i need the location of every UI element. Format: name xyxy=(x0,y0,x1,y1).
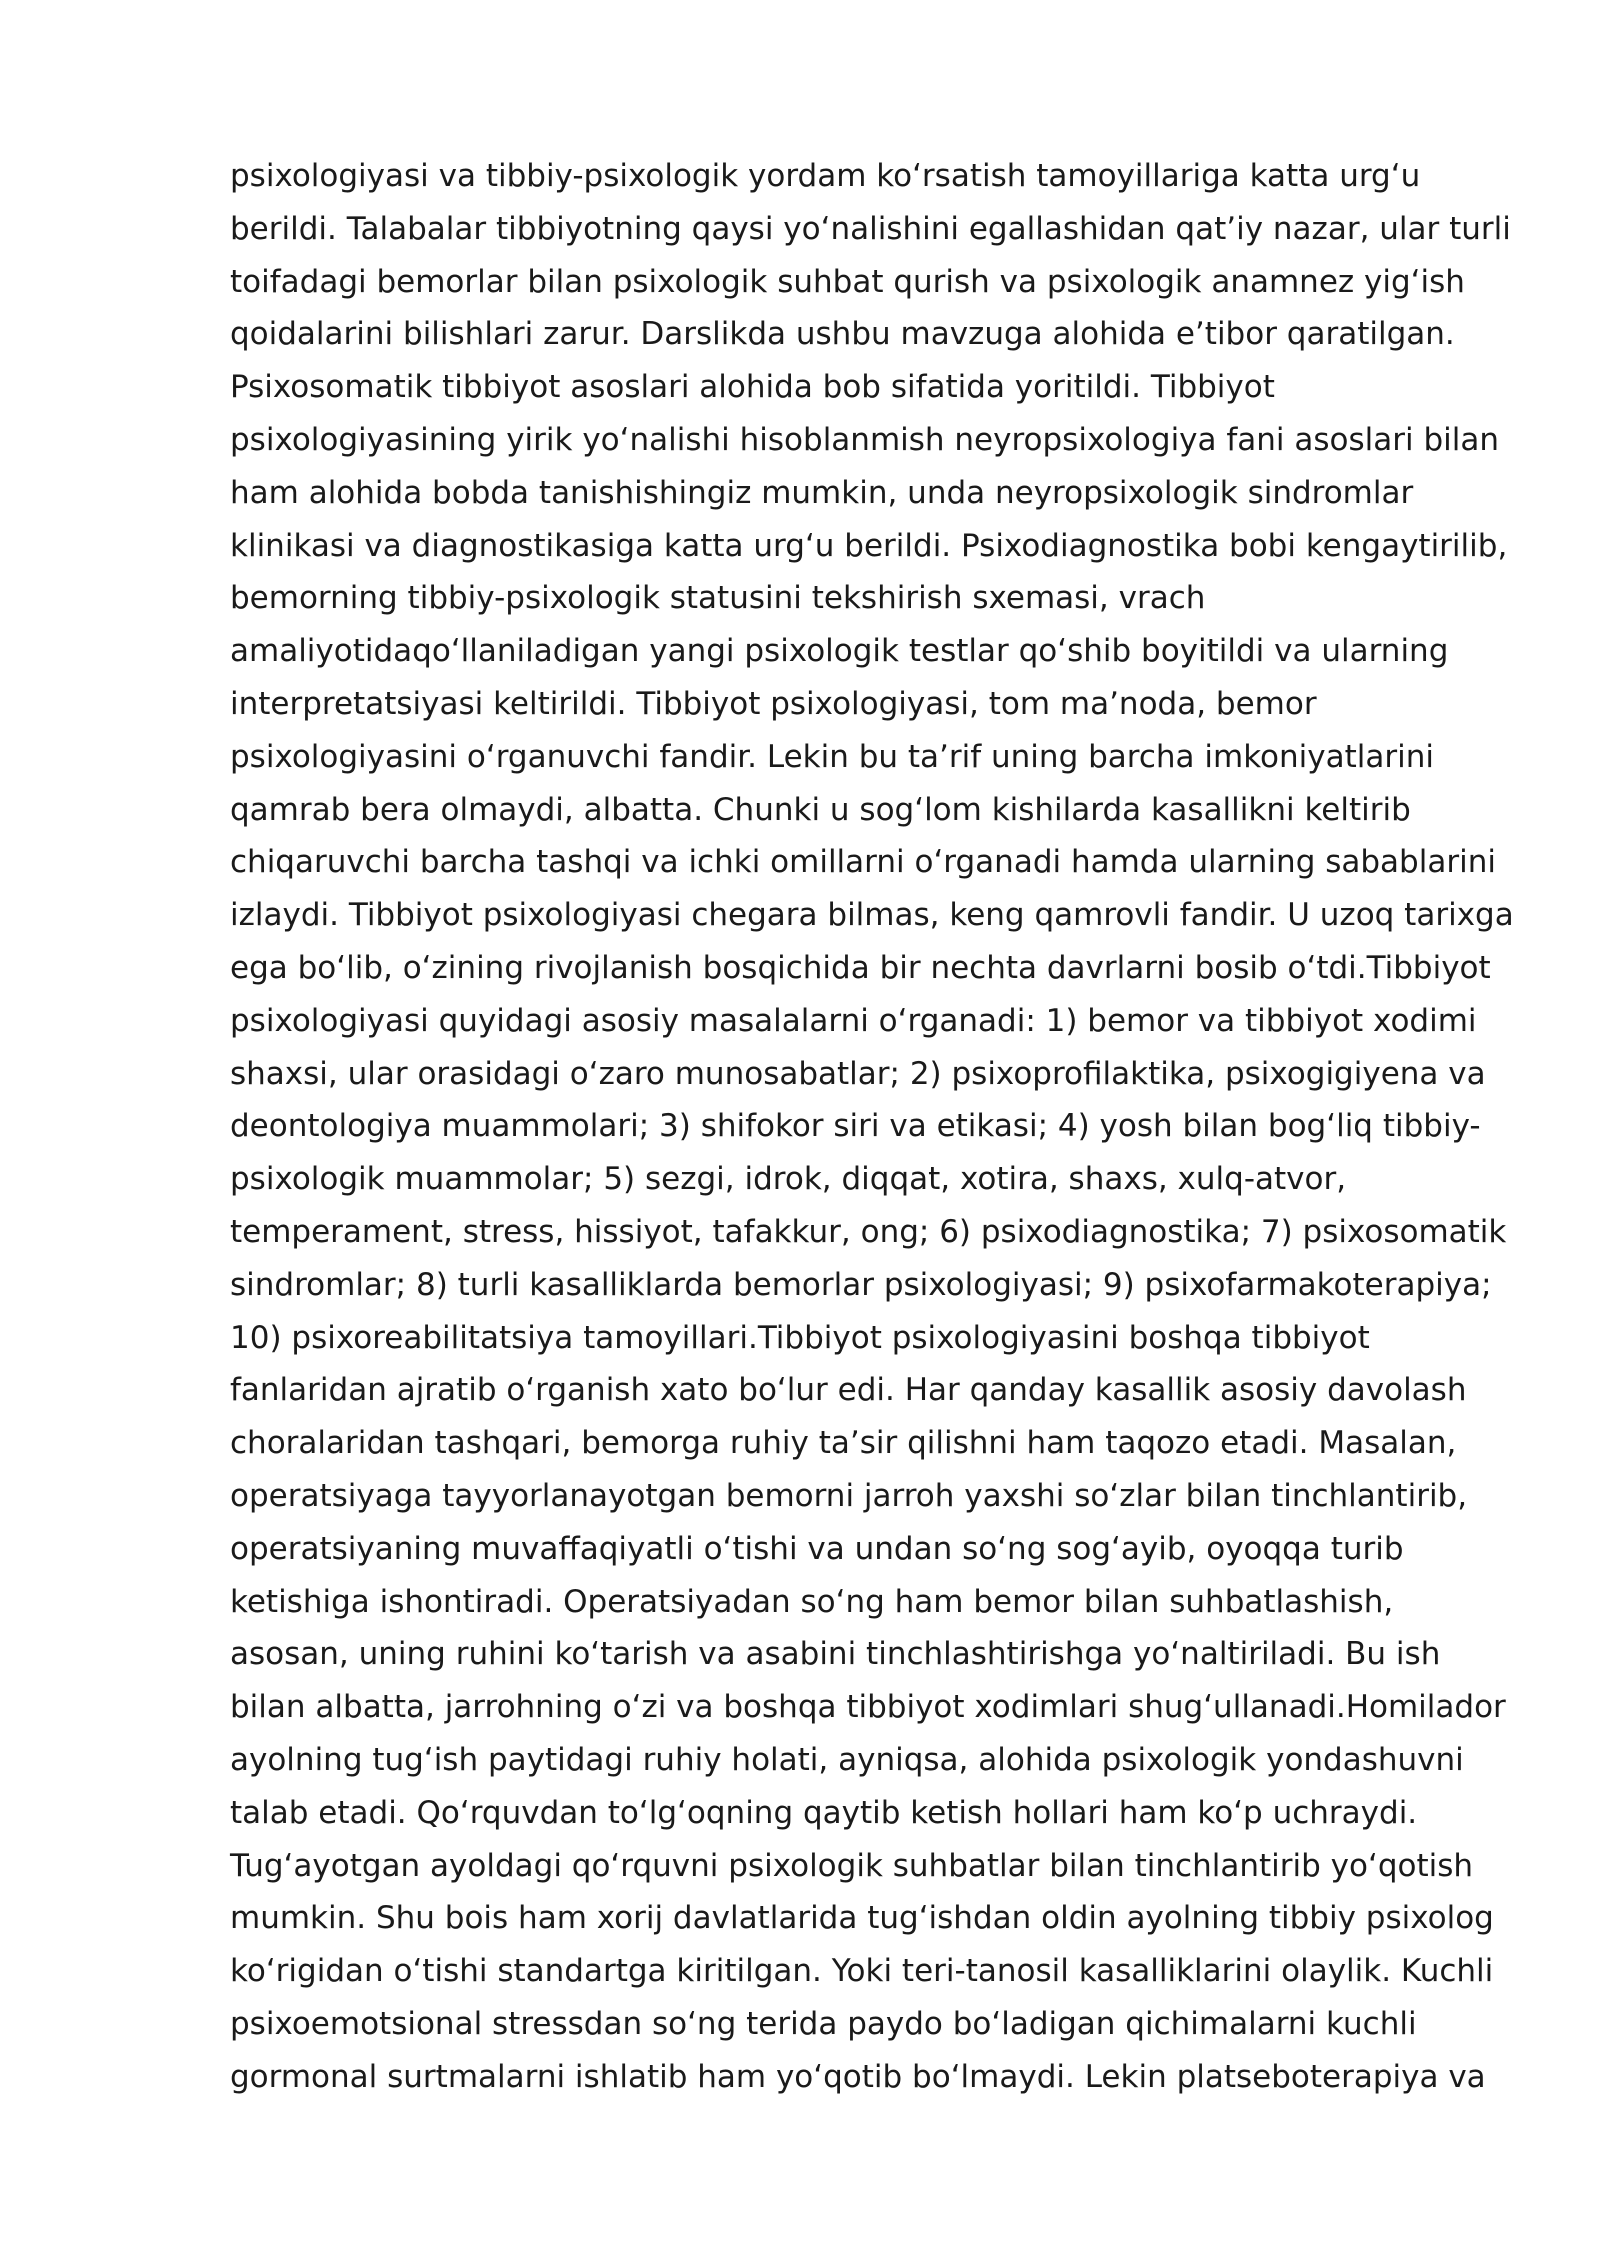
text-line: ega boʻlib, oʻzining rivojlanish bosqichida bir nechta davrlarni bosib oʻtdi.Tibbiyot xyxy=(230,949,1491,986)
text-line: choralaridan tashqari, bemorga ruhiy taʼsir qilishni ham taqozo etadi. Masalan, xyxy=(230,1425,1457,1462)
text-line: psixologik muammolar; 5) sezgi, idrok, diqqat, xotira, shaxs, xulq-atvor, xyxy=(230,1161,1347,1198)
text-line: deontologiya muammolari; 3) shifokor siri va etikasi; 4) yosh bilan bogʻliq tibbiy- xyxy=(230,1108,1481,1145)
body-text xyxy=(230,150,1530,2103)
text-line: chiqaruvchi barcha tashqi va ichki omillarni oʻrganadi hamda ularning sabablarini xyxy=(230,844,1496,881)
text-line: qamrab bera olmaydi, albatta. Chunki u sogʻlom kishilarda kasallikni keltirib xyxy=(230,791,1411,828)
text-line: Psixosomatik tibbiyot asoslari alohida bob sifatida yoritildi. Tibbiyot xyxy=(230,369,1275,406)
text-line: psixologiyasini oʻrganuvchi fandir. Lekin bu taʼrif uning barcha imkoniyatlarini xyxy=(230,738,1434,775)
text-line: psixologiyasining yirik yoʻnalishi hisoblanmish neyropsixologiya fani asoslari bilan xyxy=(230,421,1500,458)
text-line: koʻrigidan oʻtishi standartga kiritilgan. Yoki teri-tanosil kasalliklarini olaylik. Kuchli xyxy=(230,1953,1494,1990)
text-line: ayolning tugʻish paytidagi ruhiy holati, ayniqsa, alohida psixologik yondashuvni xyxy=(230,1741,1464,1778)
text-line: sindromlar; 8) turli kasalliklarda bemorlar psixologiyasi; 9) psixofarmakoterapiya; xyxy=(230,1266,1492,1303)
text-line: asosan, uning ruhini koʻtarish va asabini tinchlashtirishga yoʻnaltiriladi. Bu ish xyxy=(230,1636,1441,1673)
text-line: bilan albatta, jarrohning oʻzi va boshqa tibbiyot xodimlari shugʻullanadi.Homilador xyxy=(230,1689,1506,1726)
text-line: bemorning tibbiy-psixologik statusini tekshirish sxemasi, vrach xyxy=(230,580,1206,617)
text-line: klinikasi va diagnostikasiga katta urgʻu berildi. Psixodiagnostika bobi kengaytirilib, xyxy=(230,527,1508,564)
text-line: berildi. Talabalar tibbiyotning qaysi yoʻnalishini egallashidan qatʼiy nazar, ular turli xyxy=(230,210,1511,247)
text-line: fanlaridan ajratib oʻrganish xato boʻlur edi. Har qanday kasallik asosiy davolash xyxy=(230,1372,1467,1409)
text-line: psixologiyasi va tibbiy-psixologik yordam koʻrsatish tamoyillariga katta urgʻu xyxy=(230,158,1421,194)
text-line: psixologiyasi quyidagi asosiy masalalarni oʻrganadi: 1) bemor va tibbiyot xodimi xyxy=(230,1002,1477,1039)
text-line: toifadagi bemorlar bilan psixologik suhbat qurish va psixologik anamnez yigʻish xyxy=(230,263,1465,300)
text-line: operatsiyaning muvaffaqiyatli oʻtishi va undan soʻng sogʻayib, oyoqqa turib xyxy=(230,1530,1404,1567)
text-line: shaxsi, ular orasidagi oʻzaro munosabatlar; 2) psixoprofilaktika, psixogigiyena va xyxy=(230,1055,1486,1092)
text-line: amaliyotidaqoʻllaniladigan yangi psixologik testlar qoʻshib boyitildi va ularning xyxy=(230,633,1449,670)
text-line: 10) psixoreabilitatsiya tamoyillari.Tibbiyot psixologiyasini boshqa tibbiyot xyxy=(230,1319,1370,1356)
text-line: psixoemotsional stressdan soʻng terida paydo boʻladigan qichimalarni kuchli xyxy=(230,2005,1417,2042)
text-line: temperament, stress, hissiyot, tafakkur, ong; 6) psixodiagnostika; 7) psixosomatik xyxy=(230,1213,1507,1250)
text-line: Tugʻayotgan ayoldagi qoʻrquvni psixologik suhbatlar bilan tinchlantirib yoʻqotish xyxy=(230,1847,1474,1884)
text-line: ketishiga ishontiradi. Operatsiyadan soʻng ham bemor bilan suhbatlashish, xyxy=(230,1583,1394,1620)
text-line: mumkin. Shu bois ham xorij davlatlarida tugʻishdan oldin ayolning tibbiy psixolog xyxy=(230,1900,1494,1937)
text-line: ham alohida bobda tanishishingiz mumkin, unda neyropsixologik sindromlar xyxy=(230,474,1414,511)
text-line: izlaydi. Tibbiyot psixologiyasi chegara bilmas, keng qamrovli fandir. U uzoq tarixga xyxy=(230,897,1514,934)
text-line: talab etadi. Qoʻrquvdan toʻlgʻoqning qaytib ketish hollari ham koʻp uchraydi. xyxy=(230,1794,1418,1831)
text-line: gormonal surtmalarni ishlatib ham yoʻqotib boʻlmaydi. Lekin platseboterapiya va xyxy=(230,2058,1486,2095)
text-line: qoidalarini bilishlari zarur. Darslikda ushbu mavzuga alohida eʼtibor qaratilgan. xyxy=(230,316,1455,353)
text-line: operatsiyaga tayyorlanayotgan bemorni jarroh yaxshi soʻzlar bilan tinchlantirib, xyxy=(230,1477,1468,1514)
text-line: interpretatsiyasi keltirildi. Tibbiyot psixologiyasi, tom maʼnoda, bemor xyxy=(230,685,1317,722)
